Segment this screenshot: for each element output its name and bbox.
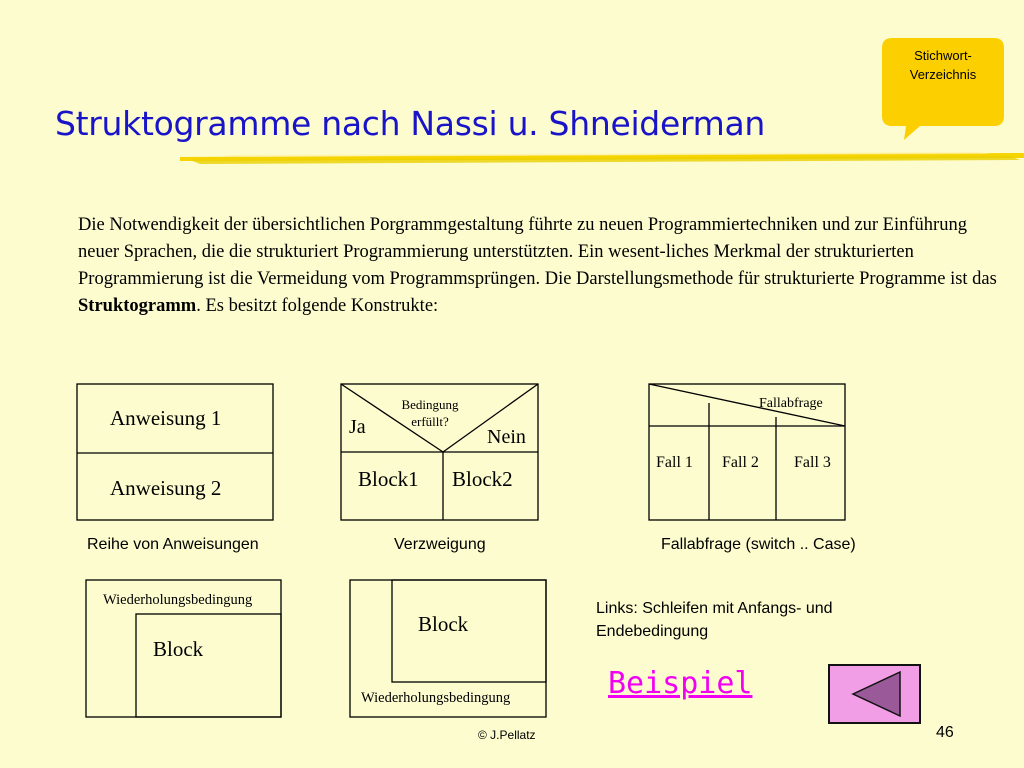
branch-block-2: Block2 <box>452 467 513 491</box>
case-2-label: Fall 2 <box>722 454 759 471</box>
loop-head-condition: Wiederholungsbedingung <box>103 592 253 608</box>
index-button-line2: Verzeichnis <box>909 67 977 82</box>
branch-condition-line1: Bedingung <box>401 397 459 412</box>
branch-caption: Verzweigung <box>394 536 486 553</box>
back-button[interactable] <box>828 664 921 724</box>
intro-text-end: . Es besitzt folgende Konstrukte: <box>196 296 439 316</box>
page-title: Struktogramme nach Nassi u. Shneiderman <box>55 104 766 143</box>
intro-bold-term: Struktogramm <box>78 296 197 316</box>
branch-condition <box>392 396 468 430</box>
loop-foot-condition: Wiederholungsbedingung <box>361 690 511 706</box>
index-button[interactable] <box>885 46 1001 84</box>
loop-head-block: Block <box>153 637 204 661</box>
sequence-statement-1: Anweisung 1 <box>110 406 222 430</box>
intro-text: Die Notwendigkeit der übersichtlichen Porgrammgestaltung führte zu neuen Programmiertechniken und zur Einführung neuer Sprachen, die die strukturiert Programmierung unterstützten. Ein wesent-liches Merkmal der strukturierten Programmierung ist die Vermeidung vom Programmsprüngen. Die Darstellungsmethode für strukturierte Programme ist das <box>78 215 997 289</box>
loops-note: Links: Schleifen mit Anfangs- und Endebedingung <box>596 600 833 640</box>
index-button-line1: Stichwort- <box>914 48 972 63</box>
title-underline <box>180 148 1024 168</box>
branch-no-label: Nein <box>487 426 526 448</box>
branch-block-1: Block1 <box>358 467 419 491</box>
intro-paragraph <box>78 212 998 320</box>
case-caption: Fallabfrage (switch .. Case) <box>661 536 856 553</box>
case-3-label: Fall 3 <box>794 454 831 471</box>
footer-copyright: © J.Pellatz <box>478 728 536 742</box>
branch-condition-line2: erfüllt? <box>411 414 449 429</box>
example-link[interactable]: Beispiel <box>608 666 753 701</box>
case-header: Fallabfrage <box>759 396 823 411</box>
case-1-label: Fall 1 <box>656 454 693 471</box>
sequence-statement-2: Anweisung 2 <box>110 476 222 500</box>
triangle-left-icon <box>830 666 919 722</box>
page-number: 46 <box>936 724 954 741</box>
sequence-caption: Reihe von Anweisungen <box>87 536 259 553</box>
branch-yes-label: Ja <box>349 416 366 438</box>
loop-foot-block: Block <box>418 612 469 636</box>
